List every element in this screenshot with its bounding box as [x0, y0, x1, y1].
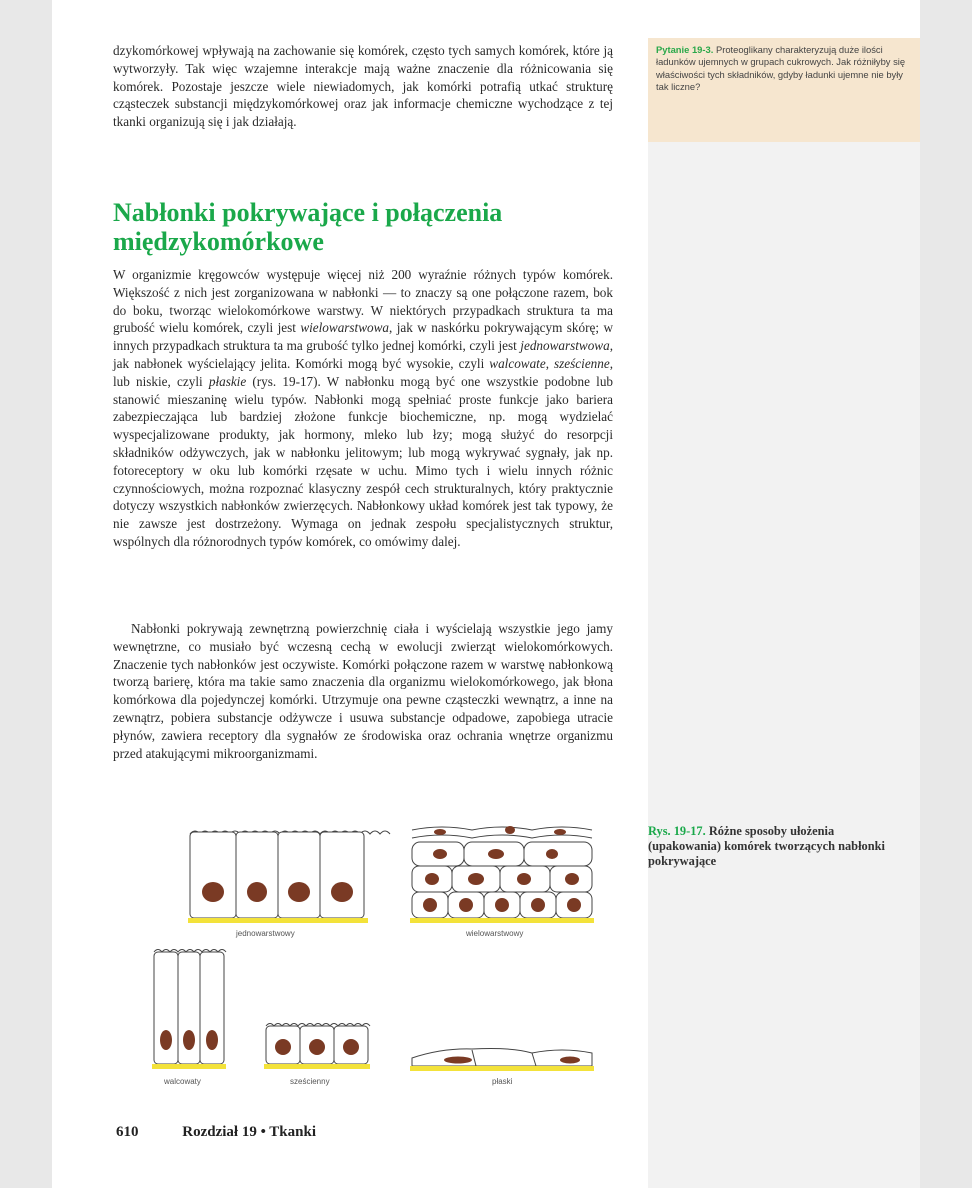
stratified-epithelium: [410, 826, 594, 923]
label-cuboidal: sześcienny: [290, 1077, 330, 1086]
figure-caption: [648, 824, 910, 869]
label-columnar: walcowaty: [164, 1077, 201, 1086]
text-run: , lub niskie, czyli: [113, 355, 614, 389]
epithelia-figure: [140, 812, 630, 1102]
section-heading: Nabłonki pokrywające i połączenia międzykomórkowe: [113, 198, 503, 256]
text-run: (rys. 19-17). W nabłonku mogą być one wszystkie podobne lub stanowić mieszaninę wielu typów. Nabłonki mogą spełniać proste funkcje jako bariera zabezpieczająca lub bardziej złożone funkcje biochemiczne, np. mogą wydzielać wyspecjalizowane produkty, jak hormony, mleko lub łzy; mogą służyć do resorpcji składników odżywczych, jak w nabłonku jelitowym; lub mogą wykrywać sygnały, jak np. fotoreceptory w oku lub komórki rzęsate w uchu. Mimo tych i wielu innych różnic czynnościowych, można rozpoznać klasyczny zespół cech strukturalnych, który praktycznie dotyczy wszystkich nabłonków zwierzęcych. Nabłonkowy układ komórek jest tak typowy, że nie zawsze jest dostrzeżony. Wymaga on jednak zespołu specjalistycznych struktur, wspólnych dla różnorodnych typów komórek, co omówimy dalej.: [113, 373, 614, 549]
body-paragraph-1: [113, 266, 613, 551]
body-paragraph-2: Nabłonki pokrywają zewnętrzną powierzchnię ciała i wyścielają wszystkie jego jamy wewnętrzne, co musiało być wczesną cechą w ewolucji zwierząt wielokomórkowych. Znaczenie tych nabłonków jest oczywiste. Komórki połączone razem w warstwę nabłonkową tworzą barierę, która ma takie samo znaczenia dla organizmu wielokomórkowego, jak błona komórkowa dla pojedynczej komórki. Utrzymuje ona pewne cząsteczki wewnątrz, a inne na zewnątrz, pobiera substancje odżywcze i usuwa substancje odpadowe, zapobiega utracie płynów, zawiera receptory dla sygnałów ze środowiska oraz ochrania wnętrze organizmu przed atakującymi mikroorganizmami.: [113, 621, 613, 761]
label-simple: jednowarstwowy: [236, 929, 295, 938]
caption-text: Różne sposoby ułożenia (upakowania) komórek tworzących nabłonki pokrywające: [648, 824, 885, 868]
term-simple: jednowarstwowa: [520, 338, 610, 354]
chapter-title: Rozdział 19 • Tkanki: [182, 1124, 317, 1140]
question-body: Proteoglikany charakteryzują duże ilości ładunków ujemnych w grupach cukrowych. Jak różniłyby się właściwości tych składników, gdyby ładunki ujemne nie były tak liczne?: [656, 44, 906, 93]
caption-label: Rys. 19-17.: [648, 824, 706, 838]
cuboidal-epithelium: [264, 1024, 370, 1070]
text-run: , jak w naskórku pokrywającym skórę; w innych przypadkach struktura ta ma grubość tylko jednej komórki, czyli jest: [113, 320, 613, 354]
squamous-epithelium: [410, 1049, 594, 1072]
text-run: , jak nabłonek wyścielający jelita. Komórki mogą być wysokie, czyli: [113, 338, 613, 371]
term-squamous: płaskie: [208, 373, 247, 389]
text-run: W organizmie kręgowców występuje więcej niż 200 wyraźnie różnych typów komórek. Większość z nich jest zorganizowana w nabłonki — to znaczy są one połączone razem, bok do boku, tworząc wielokomórkowe warstwy. W niektórych przypadkach struktura ta ma grubość wielu komórek, czyli jest: [113, 267, 613, 336]
page-footer: [116, 1124, 316, 1141]
term-cuboidal: sześcienne: [554, 355, 610, 371]
label-stratified: wielowarstwowy: [466, 929, 524, 938]
columnar-epithelium: [152, 950, 226, 1070]
label-squamous: płaski: [492, 1077, 513, 1086]
margin-column: [648, 38, 920, 1188]
term-stratified: wielowarstwowa: [300, 320, 389, 336]
question-label: Pytanie 19-3.: [656, 44, 714, 55]
term-columnar: walcowate: [489, 355, 546, 371]
page-number: 610: [116, 1124, 139, 1140]
simple-epithelium: [188, 831, 390, 923]
text-run: ,: [545, 355, 555, 371]
question-text: [656, 44, 914, 94]
intro-paragraph: dzykomórkowej wpływają na zachowanie się komórek, często tych samych komórek, które ją wytworzyły. Tak więc wzajemne interakcje mają ważne znaczenie dla różnicowania się komórek. Pozostaje jeszcze wiele niewiadomych, jak komórki potrafią utkać strukturę cząsteczek substancji międzykomórkowej oraz jak informacje chemiczne wychodzące z tej tkanki organizują się i jak działają.: [113, 43, 613, 130]
